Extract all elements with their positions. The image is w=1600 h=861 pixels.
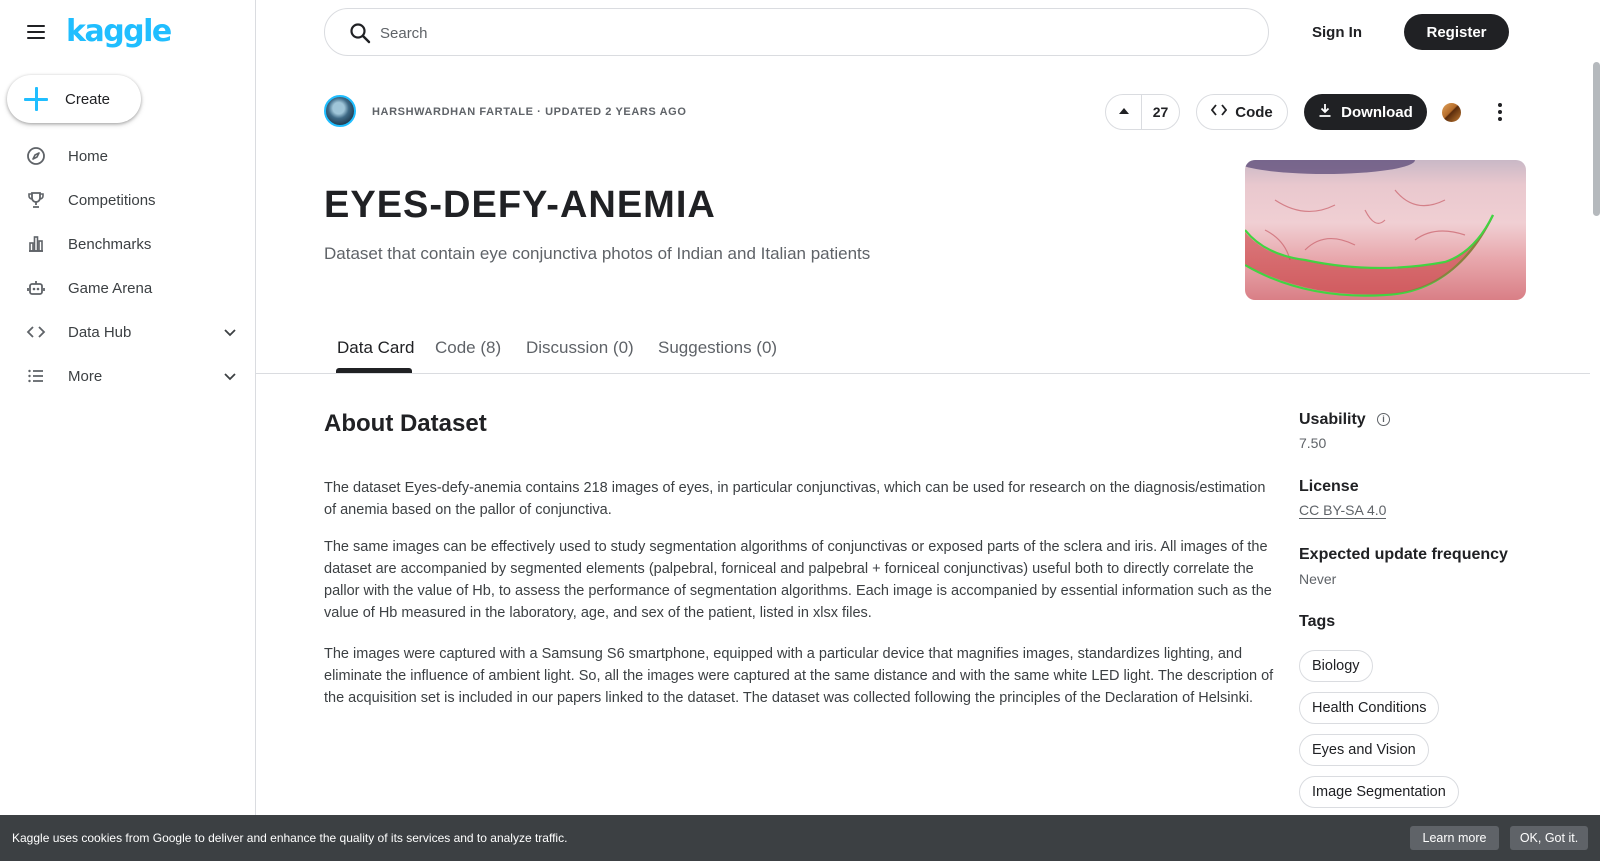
sidebar	[0, 0, 256, 861]
download-button[interactable]	[1304, 94, 1427, 130]
page-title: EYES-DEFY-ANEMIA	[324, 184, 716, 226]
scrollbar[interactable]	[1593, 62, 1600, 216]
more-options-icon[interactable]	[1488, 100, 1512, 124]
ok-got-it-button[interactable]: OK, Got it.	[1510, 826, 1588, 850]
code-brackets-icon	[1211, 103, 1227, 121]
tag-chip[interactable]: Health Conditions	[1299, 692, 1439, 724]
sidebar-item-data-hub[interactable]	[0, 312, 256, 352]
upvote-count[interactable]: 27	[1152, 104, 1169, 120]
sidebar-item-label: More	[68, 367, 103, 385]
kaggle-logo[interactable]: kaggle	[66, 14, 171, 49]
license-link[interactable]: CC BY-SA 4.0	[1299, 502, 1387, 518]
tab-code[interactable]: Code (8)	[435, 338, 502, 357]
trophy-icon	[26, 190, 46, 210]
tag-chip[interactable]: Image Segmentation	[1299, 776, 1459, 808]
register-button[interactable]: Register	[1404, 14, 1509, 50]
tab-discussion[interactable]: Discussion (0)	[526, 338, 634, 357]
create-button[interactable]	[7, 75, 141, 123]
upvote-control	[1105, 94, 1180, 130]
sidebar-item-competitions[interactable]	[0, 180, 256, 220]
search-icon	[349, 22, 371, 44]
author-updated-line[interactable]: HARSHWARDHAN FARTALE · UPDATED 2 YEARS AGO	[372, 106, 687, 118]
code-button[interactable]	[1196, 94, 1288, 130]
tag-chip[interactable]: Eyes and Vision	[1299, 734, 1429, 766]
robot-icon	[26, 278, 46, 298]
download-button-label: Download	[1341, 103, 1413, 121]
bronze-medal-icon[interactable]	[1442, 103, 1461, 122]
about-paragraph: The same images can be effectively used to study segmentation algorithms of conjunctivas or exposed parts of the sclera and iris. All images of the dataset are accompanied by segmented elements (palpebral, forniceal and palpebral + forniceal conjunctivas) useful both to directly correlate the pallor with the value of Hb, to assess the performance of segmentation algorithms. Each image is accompanied by essential information such as the value of Hb measured in the laboratory, age, and sex of the patient, listed in xlsx files.	[324, 539, 1272, 621]
sidebar-item-more[interactable]	[0, 356, 256, 396]
cookie-banner	[0, 815, 1600, 861]
sidebar-item-label: Data Hub	[68, 323, 132, 341]
list-icon	[26, 366, 46, 386]
chevron-down-icon[interactable]	[222, 324, 238, 340]
page-subtitle: Dataset that contain eye conjunctiva photos of Indian and Italian patients	[324, 244, 871, 263]
sidebar-item-game-arena[interactable]	[0, 268, 256, 308]
sidebar-item-label: Benchmarks	[68, 235, 152, 253]
tags-label: Tags	[1299, 613, 1336, 630]
tab-suggestions[interactable]: Suggestions (0)	[658, 338, 778, 357]
about-paragraph: The dataset Eyes-defy-anemia contains 218 images of eyes, in particular conjunctivas, which can be used for research on the diagnosis/estimation of anemia based on the pallor of conjunctiva.	[324, 480, 1266, 518]
sign-in-button[interactable]: Sign In	[1312, 23, 1362, 41]
active-tab-indicator	[336, 368, 412, 373]
usability-label: Usability	[1299, 411, 1366, 428]
create-button-label: Create	[65, 90, 111, 108]
usability-value: 7.50	[1299, 435, 1327, 451]
sidebar-item-label: Competitions	[68, 191, 156, 209]
tag-chip[interactable]: Biology	[1299, 650, 1373, 682]
bar-chart-icon	[26, 234, 46, 254]
learn-more-button[interactable]: Learn more	[1410, 826, 1499, 850]
compass-icon	[26, 146, 46, 166]
search-input[interactable]	[380, 21, 1240, 45]
download-icon	[1318, 103, 1332, 121]
menu-icon[interactable]	[24, 20, 48, 44]
chevron-down-icon[interactable]	[222, 368, 238, 384]
about-paragraph: The images were captured with a Samsung S6 smartphone, equipped with a particular device that magnifies images, standardizes lighting, and eliminate the influence of ambient light. So, all the images were captured at the same distance and with the same white LED light. The description of the acquisition set is included in our papers linked to the dataset. The dataset was collected following the principles of the Declaration of Helsinki.	[324, 646, 1274, 706]
sidebar-item-home[interactable]	[0, 136, 256, 176]
plus-icon	[24, 87, 48, 111]
update-frequency-value: Never	[1299, 571, 1337, 587]
sidebar-item-label: Game Arena	[68, 279, 153, 297]
tab-data-card[interactable]: Data Card	[337, 338, 415, 357]
avatar[interactable]	[324, 95, 356, 127]
info-icon[interactable]: i	[1377, 413, 1390, 426]
license-label: License	[1299, 478, 1359, 495]
update-frequency-label: Expected update frequency	[1299, 546, 1508, 563]
sidebar-item-benchmarks[interactable]	[0, 224, 256, 264]
upvote-button[interactable]	[1106, 95, 1142, 129]
dataset-cover-image	[1245, 160, 1526, 300]
cookie-message: Kaggle uses cookies from Google to deliver and enhance the quality of its services and to analyze traffic.	[12, 831, 568, 845]
search-bar[interactable]	[324, 8, 1269, 56]
about-heading: About Dataset	[324, 410, 487, 437]
code-button-label: Code	[1235, 103, 1273, 121]
license-value-wrapper	[1299, 502, 1386, 518]
caret-up-icon	[1118, 103, 1130, 121]
code-brackets-icon	[26, 322, 46, 342]
dataset-tabs	[256, 330, 1590, 374]
sidebar-item-label: Home	[68, 147, 109, 165]
